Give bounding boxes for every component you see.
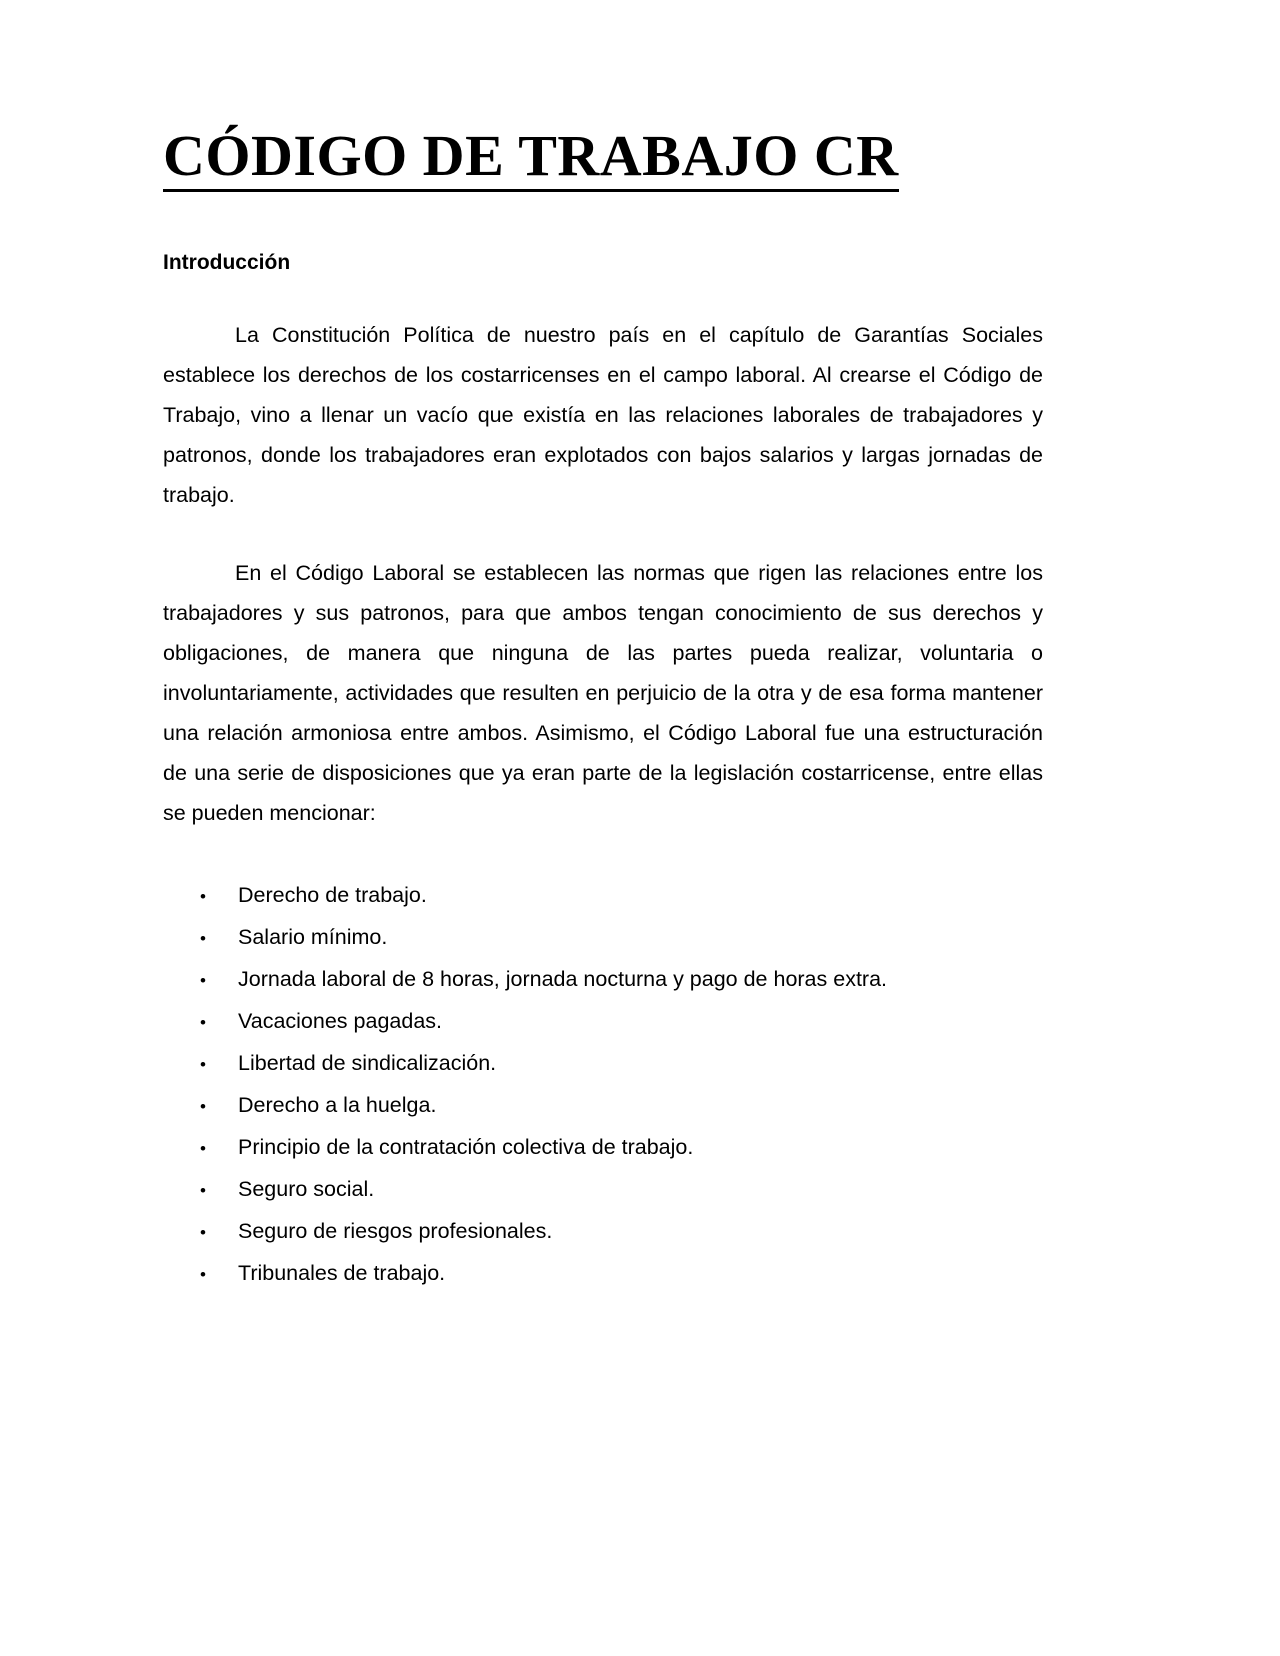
paragraph-2: En el Código Laboral se establecen las normas que rigen las relaciones entre los trabajadores y sus patronos, para que ambos tengan conocimiento de sus derechos y obligaciones, de manera que ninguna de las partes pueda realizar, voluntaria o involuntariamente, actividades que resulten en perjuicio de la otra y de esa forma mantener una relación armoniosa entre ambos. Asimismo, el Código Laboral fue una estructuración de una serie de disposiciones que ya eran parte de la legislación costarricense, entre ellas se pueden mencionar: [163, 561, 1043, 826]
list-item-label: Vacaciones pagadas. [238, 1009, 442, 1034]
bullet-icon: • [200, 929, 206, 949]
bullet-icon: • [200, 1223, 206, 1243]
list-item [163, 1001, 1043, 1043]
bullet-icon: • [200, 1055, 206, 1075]
bullet-icon: • [200, 1181, 206, 1201]
list-item [163, 1085, 1043, 1127]
bullet-icon: • [200, 1013, 206, 1033]
list-item-label: Derecho de trabajo. [238, 883, 427, 908]
list-item [163, 959, 1043, 1001]
list-item-label: Salario mínimo. [238, 925, 388, 950]
paragraph-1: La Constitución Política de nuestro país en el capítulo de Garantías Sociales establece los derechos de los costarricenses en el campo laboral. Al crearse el Código de Trabajo, vino a llenar un vacío que existía en las relaciones laborales de trabajadores y patronos, donde los trabajadores eran explotados con bajos salarios y largas jornadas de trabajo. [163, 323, 1043, 508]
list-item [163, 875, 1043, 917]
list-item-label: Jornada laboral de 8 horas, jornada nocturna y pago de horas extra. [238, 967, 888, 992]
page-title-text: CÓDIGO DE TRABAJO CR [163, 126, 899, 192]
list-item [163, 1043, 1043, 1085]
bullet-icon: • [200, 1139, 206, 1159]
list-item-label: Tribunales de trabajo. [238, 1261, 446, 1286]
document-content [163, 0, 1043, 1295]
bullet-icon: • [200, 887, 206, 907]
list-item-label: Libertad de sindicalización. [238, 1051, 497, 1076]
list-item-label: Principio de la contratación colectiva de trabajo. [238, 1135, 694, 1160]
bullet-icon: • [200, 971, 206, 991]
bullet-icon: • [200, 1097, 206, 1117]
list-item [163, 1211, 1043, 1253]
rights-bullet-list [163, 833, 1043, 1295]
list-item-label: Seguro social. [238, 1177, 375, 1202]
list-item [163, 1253, 1043, 1295]
page-title [163, 0, 1043, 192]
list-item-label: Derecho a la huelga. [238, 1093, 437, 1118]
list-item-label: Seguro de riesgos profesionales. [238, 1219, 553, 1244]
list-item [163, 1169, 1043, 1211]
list-item [163, 1127, 1043, 1169]
list-item [163, 917, 1043, 959]
section-heading-introduccion: Introducción [163, 250, 291, 274]
bullet-icon: • [200, 1265, 206, 1285]
